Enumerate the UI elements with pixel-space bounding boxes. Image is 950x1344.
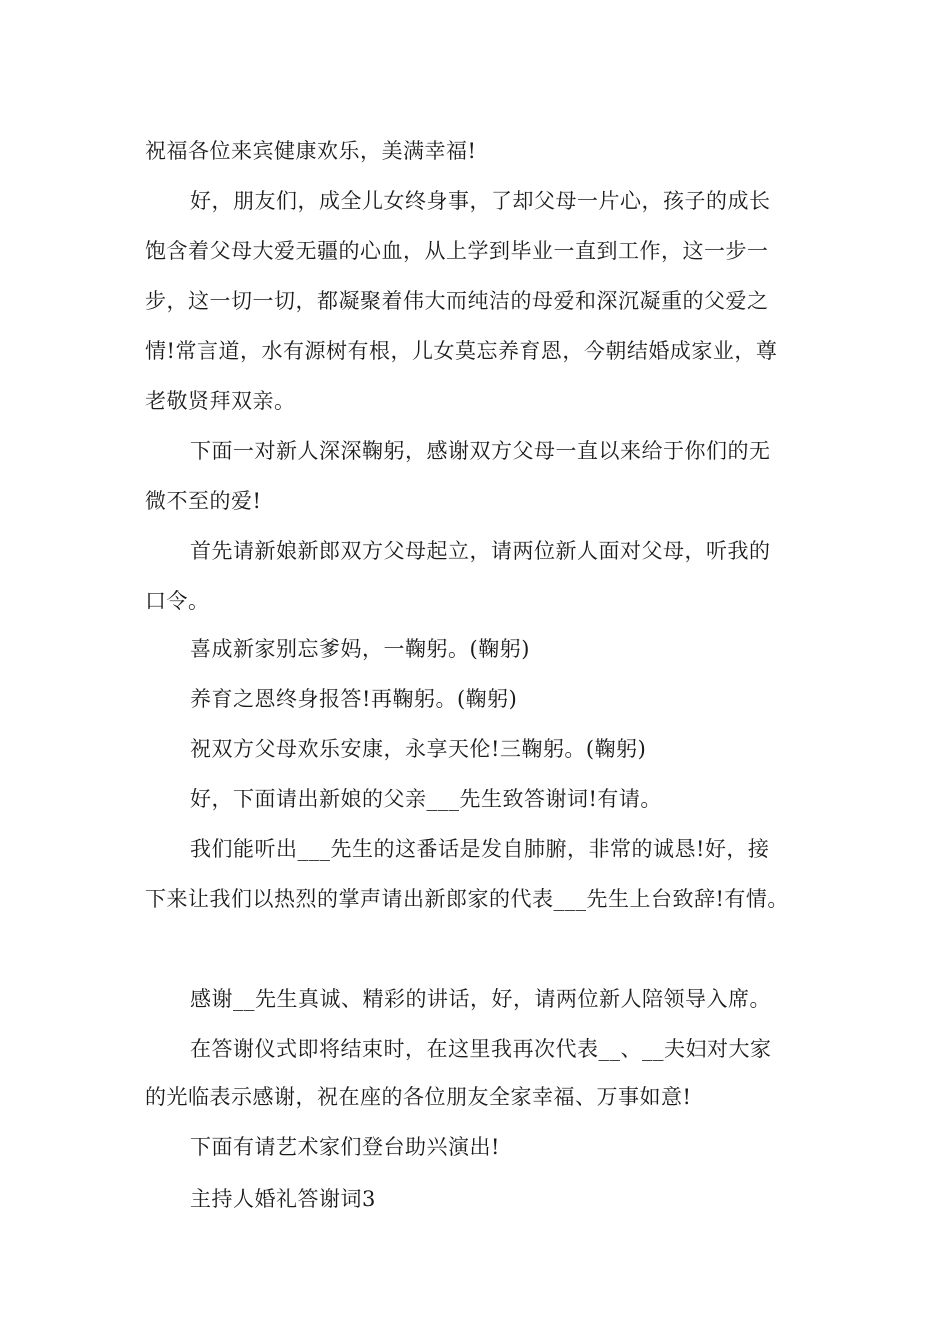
text-line: 下来让我们以热烈的掌声请出新郎家的代表___先生上台致辞!有情。	[145, 887, 789, 911]
text-line: 微不至的爱!	[145, 489, 262, 513]
text-line: 首先请新娘新郎双方父母起立，请两位新人面对父母，听我的	[190, 539, 771, 563]
text-line: 好，朋友们，成全儿女终身事，了却父母一片心，孩子的成长	[190, 189, 771, 213]
text-line: 情!常言道，水有源树有根，儿女莫忘养育恩，今朝结婚成家业，尊	[145, 339, 778, 363]
text-line: 步，这一切一切，都凝聚着伟大而纯洁的母爱和深沉凝重的父爱之	[145, 289, 769, 313]
text-line: 下面一对新人深深鞠躬，感谢双方父母一直以来给于你们的无	[190, 439, 771, 463]
text-line: 老敬贤拜双亲。	[145, 389, 296, 413]
text-line: 下面有请艺术家们登台助兴演出!	[190, 1135, 500, 1159]
text-line: 喜成新家别忘爹妈，一鞠躬。(鞠躬)	[190, 637, 530, 661]
text-line: 饱含着父母大爱无疆的心血，从上学到毕业一直到工作，这一步一	[145, 239, 769, 263]
text-line: 我们能听出___先生的这番话是发自肺腑，非常的诚恳!好，接	[190, 837, 770, 861]
text-line: 在答谢仪式即将结束时，在这里我再次代表__、__夫妇对大家	[190, 1037, 772, 1061]
section-heading: 主持人婚礼答谢词3	[190, 1187, 376, 1211]
text-line: 口令。	[145, 589, 210, 613]
text-line: 祝双方父母欢乐安康，永享天伦!三鞠躬。(鞠躬)	[190, 737, 647, 761]
text-line: 养育之恩终身报答!再鞠躬。(鞠躬)	[190, 687, 518, 711]
text-line: 祝福各位来宾健康欢乐，美满幸福!	[145, 139, 477, 163]
text-line: 的光临表示感谢，祝在座的各位朋友全家幸福、万事如意!	[145, 1085, 692, 1109]
text-line: 好，下面请出新娘的父亲___先生致答谢词!有请。	[190, 787, 662, 811]
text-line: 感谢__先生真诚、精彩的讲话，好，请两位新人陪领导入席。	[190, 987, 771, 1011]
